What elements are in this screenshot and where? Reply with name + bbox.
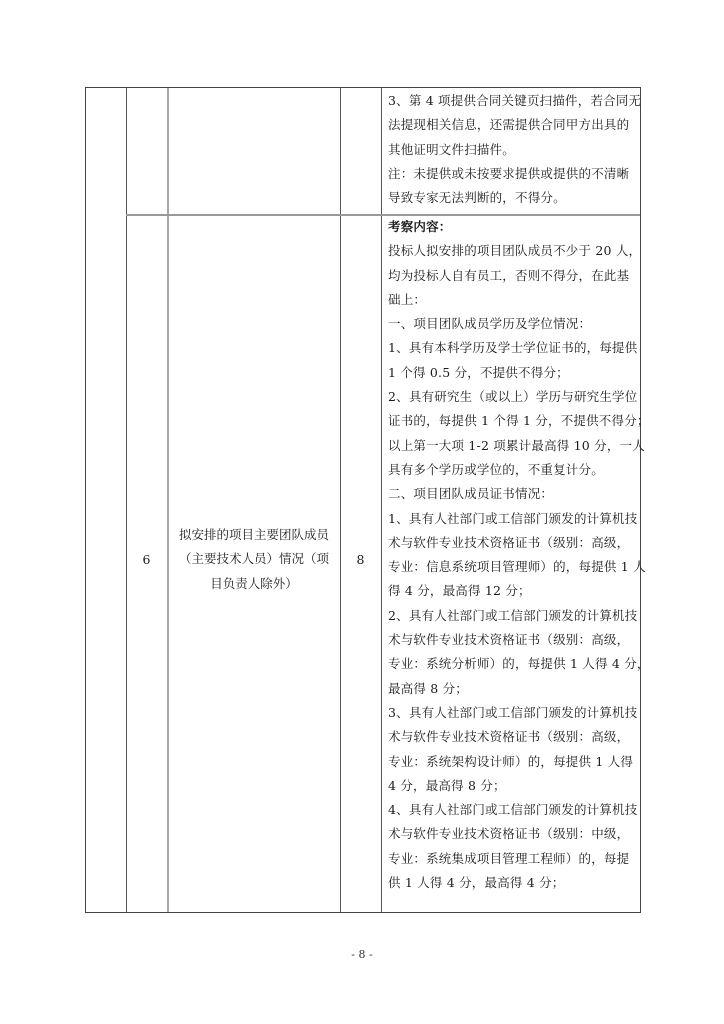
- criteria-line: 术与软件专业技术资格证书（级别：中级，: [388, 826, 630, 842]
- criteria-line: 2、具有人社部门或工信部门颁发的计算机技: [388, 607, 638, 623]
- column-divider: [340, 88, 341, 912]
- criteria-line: 1、具有本科学历及学士学位证书的，每提供: [388, 340, 638, 356]
- criteria-line: 专业：信息系统项目管理师）的，每提供 1 人: [388, 559, 646, 575]
- criteria-line: 最高得 8 分；: [388, 680, 468, 696]
- criteria-line: 得 4 分，最高得 12 分；: [388, 583, 531, 599]
- criteria-line: 2、具有研究生（或以上）学历与研究生学位: [388, 389, 638, 405]
- criteria-line: 3、具有人社部门或工信部门颁发的计算机技: [388, 704, 638, 720]
- criteria-line: 专业：系统分析师）的，每提供 1 人得 4 分，: [388, 656, 650, 672]
- criteria-line: 4 分，最高得 8 分；: [388, 777, 506, 793]
- criteria-line: 1、具有人社部门或工信部门颁发的计算机技: [388, 510, 638, 526]
- criteria-line: 3、第 4 项提供合同关键页扫描件，若合同无: [388, 93, 642, 108]
- column-divider: [167, 88, 169, 912]
- criteria-line: 一、项目团队成员学历及学位情况：: [388, 316, 592, 332]
- criteria-line: 术与软件专业技术资格证书（级别：高级，: [388, 632, 630, 648]
- item-line: 目负责人除外）: [210, 575, 298, 591]
- continued-criteria-cell: [388, 89, 642, 210]
- column-divider: [381, 88, 382, 912]
- column-divider: [126, 88, 127, 912]
- score-value: 8: [356, 552, 365, 567]
- criteria-line: 础上：: [388, 291, 427, 307]
- criteria-line: 4、具有人社部门或工信部门颁发的计算机技: [388, 802, 638, 818]
- item-line: 拟安排的项目主要团队成员: [178, 527, 329, 542]
- criteria-line: 术与软件专业技术资格证书（级别：高级，: [388, 534, 630, 550]
- criteria-heading: 考察内容：: [388, 219, 452, 234]
- criteria-line: 1 个得 0.5 分，不提供不得分；: [388, 364, 569, 380]
- criteria-line: 其他证明文件扫描件。: [388, 141, 516, 157]
- criteria-line: 注：未提供或未按要求提供或提供的不清晰: [388, 165, 630, 181]
- criteria-line: 专业：系统集成项目管理工程师）的，每提: [388, 850, 630, 866]
- criteria-line: 二、项目团队成员证书情况：: [388, 486, 554, 502]
- criteria-line: 法提现相关信息，还需提供合同甲方出具的: [388, 117, 630, 133]
- criteria-line: 导致专家无法判断的，不得分。: [388, 190, 566, 206]
- criteria-line: 术与软件专业技术资格证书（级别：高级，: [388, 729, 630, 745]
- scoring-table: [85, 87, 650, 913]
- criteria-line: 具有多个学历或学位的，不重复计分。: [388, 461, 604, 477]
- row-index: 6: [142, 552, 151, 567]
- criteria-line: 专业：系统架构设计师）的，每提供 1 人得: [388, 753, 634, 769]
- criteria-line: 均为投标人自有员工，否则不得分，在此基: [388, 267, 630, 283]
- criteria-line: 以上第一大项 1-2 项累计最高得 10 分，一人: [388, 437, 645, 453]
- item-line: （主要技术人员）情况（项: [178, 551, 329, 567]
- criteria-cell: [388, 215, 650, 895]
- page-number: - 8 -: [351, 948, 373, 961]
- criteria-line: 供 1 人得 4 分，最高得 4 分；: [388, 875, 565, 891]
- criteria-line: 证书的，每提供 1 个得 1 分，不提供不得分；: [388, 413, 650, 429]
- criteria-line: 投标人拟安排的项目团队成员不少于 20 人，: [388, 243, 642, 259]
- item-description-cell: [168, 523, 340, 596]
